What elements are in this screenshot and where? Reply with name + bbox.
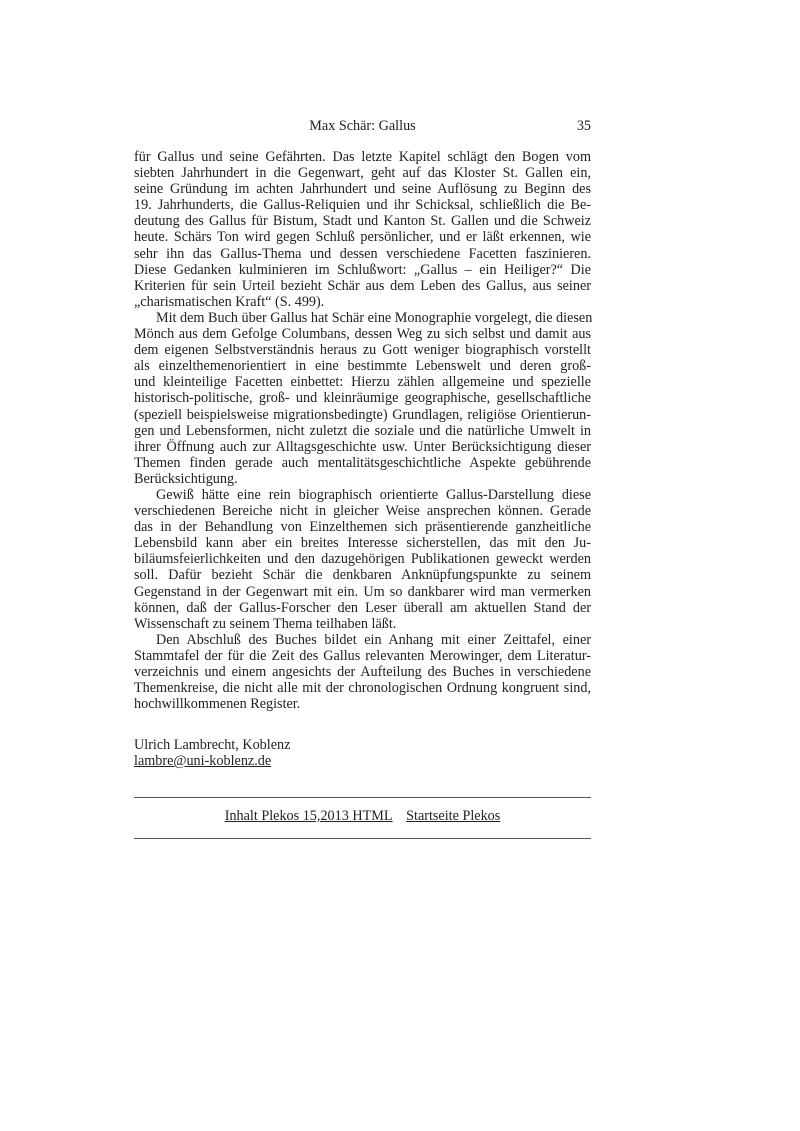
text-line: 19. Jahrhunderts, die Gallus-Reliquien und ihr Schicksal, schließlich die Be- bbox=[134, 197, 591, 214]
page-number: 35 bbox=[576, 118, 591, 134]
paragraph bbox=[134, 310, 591, 487]
running-title: Max Schär: Gallus bbox=[309, 118, 416, 134]
text-line: für Gallus und seine Gefährten. Das letzte Kapitel schlägt den Bogen vom bbox=[134, 149, 591, 165]
text-line: Themenkreise, die nicht alle mit der chronologischen Ordnung kongruent sind, bbox=[134, 680, 591, 697]
text-line: „charismatischen Kraft“ (S. 499). bbox=[134, 293, 325, 310]
text-line: Diese Gedanken kulminieren im Schlußwort: „Gallus – ein Heiliger?“ Die bbox=[134, 261, 591, 278]
text-line: ihrer Öffnung auch zur Alltagsgeschichte usw. Unter Berücksichtigung dieser bbox=[134, 438, 591, 455]
text-line: soll. Dafür bezieht Schär die denkbaren Anknüpfungspunkte zu seinem bbox=[134, 567, 591, 584]
text-line: heute. Schärs Ton wird gegen Schluß persönlicher, und er läßt erkennen, wie bbox=[134, 229, 591, 246]
paragraph bbox=[134, 632, 591, 712]
text-line: Wissenschaft zu seinem Thema teilhaben läßt. bbox=[134, 615, 397, 632]
divider-bottom bbox=[134, 838, 591, 839]
running-header bbox=[134, 118, 591, 136]
text-line: gen und Lebensformen, nicht zuletzt die soziale und die natürliche Umwelt in bbox=[134, 422, 591, 439]
text-line: Berücksichtigung. bbox=[134, 470, 238, 487]
text-line: historisch-politische, groß- und kleinräumige geographische, gesellschaftliche bbox=[134, 390, 591, 407]
paragraph bbox=[134, 487, 591, 632]
text-line: verschiedenen Bereiche nicht in gleicher Weise ansprechen können. Gerade bbox=[134, 503, 591, 520]
text-line: Den Abschluß des Buches bildet ein Anhang mit einer Zeittafel, einer bbox=[156, 631, 591, 648]
text-line: Gegenstand in der Gegenwart mit ein. Um so dankbarer wird man vermerken bbox=[134, 583, 591, 600]
text-line: Stammtafel der für die Zeit des Gallus relevanten Merowinger, dem Literatur- bbox=[134, 647, 591, 664]
text-line: dem eigenen Selbstverständnis heraus zu Gott weniger biographisch vorstellt bbox=[134, 342, 591, 359]
text-line: biläumsfeierlichkeiten und den dazugehörigen Publikationen geweckt werden bbox=[134, 551, 591, 568]
text-line: hochwillkommenen Register. bbox=[134, 696, 301, 713]
text-line: siebten Jahrhundert in die Gegenwart, geht auf das Kloster St. Gallen ein, bbox=[134, 165, 591, 182]
text-line: deutung des Gallus für Bistum, Stadt und Kanton St. Gallen und die Schweiz bbox=[134, 213, 591, 230]
signature-email-link[interactable]: lambre@uni-koblenz.de bbox=[134, 753, 272, 770]
text-line: seine Gründung im achten Jahrhundert und seine Auflösung zu Beginn des bbox=[134, 181, 591, 198]
text-line: als einzelthemenorientiert in eine bestimmte Lebenswelt und deren groß- bbox=[134, 358, 591, 375]
text-line: Gewiß hätte eine rein biographisch orientierte Gallus-Darstellung diese bbox=[156, 486, 591, 503]
signature bbox=[134, 737, 290, 769]
text-line: sehr ihn das Gallus-Thema und dessen verschiedene Facetten faszinieren. bbox=[134, 245, 591, 262]
text-line: Mit dem Buch über Gallus hat Schär eine Monographie vorgelegt, die diesen bbox=[156, 309, 593, 326]
divider-top bbox=[134, 797, 591, 798]
text-line: können, daß der Gallus-Forscher den Leser überall am aktuellen Stand der bbox=[134, 599, 591, 616]
signature-author: Ulrich Lambrecht, Koblenz bbox=[134, 737, 291, 753]
text-line: und kleinteilige Facetten einbettet: Hierzu zählen allgemeine und spezielle bbox=[134, 374, 591, 391]
footer-nav bbox=[134, 808, 591, 825]
text-line: Kriterien für sein Urteil bezieht Schär aus dem Leben des Gallus, aus seiner bbox=[134, 277, 591, 294]
review-body bbox=[134, 149, 591, 712]
text-line: Themen finden gerade auch mentalitätsgeschichtliche Aspekte gebührende bbox=[134, 454, 591, 471]
home-link[interactable]: Startseite Plekos bbox=[406, 808, 501, 824]
text-line: Lebensbild kann aber ein breites Interesse sicherstellen, das mit den Ju- bbox=[134, 535, 591, 552]
text-line: das in der Behandlung von Einzelthemen sich präsentierende ganzheitliche bbox=[134, 519, 591, 536]
paragraph bbox=[134, 149, 591, 310]
contents-link[interactable]: Inhalt Plekos 15,2013 HTML bbox=[224, 808, 393, 824]
text-line: (speziell beispielsweise migrationsbedingte) Grundlagen, religiöse Orientierun- bbox=[134, 406, 591, 423]
text-line: verzeichnis und einem angesichts der Aufteilung des Buches in verschiedene bbox=[134, 664, 591, 680]
text-line: Mönch aus dem Gefolge Columbans, dessen Weg zu sich selbst und damit aus bbox=[134, 326, 591, 343]
